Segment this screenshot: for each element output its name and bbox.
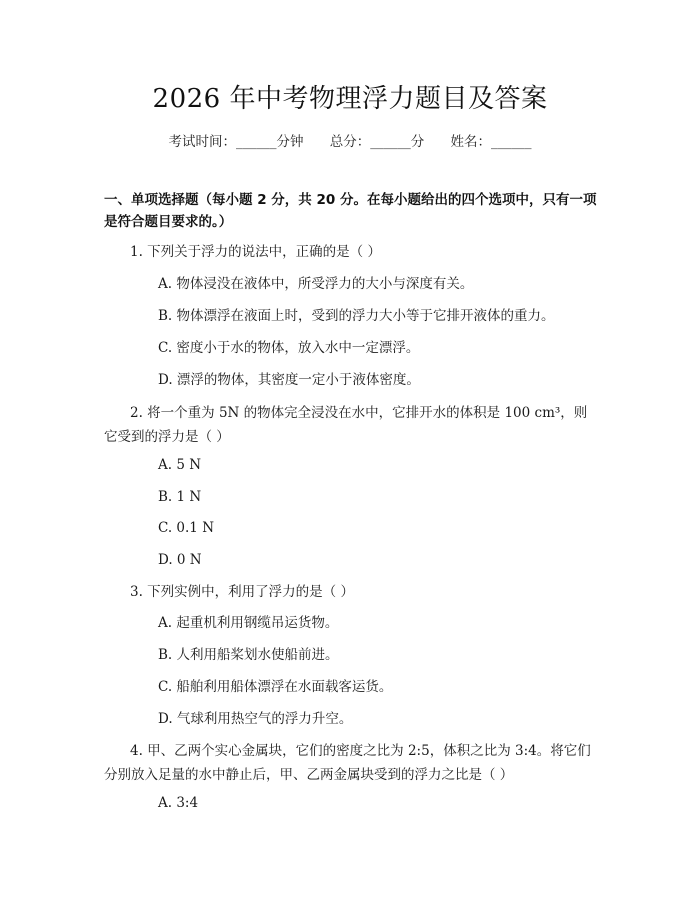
question-2-stem: 2. 将一个重为 5N 的物体完全浸没在水中，它排开水的体积是 100 cm³，则它受到的浮力是（ ） bbox=[104, 405, 588, 445]
question-3-option-c: C. 船舶利用船体漂浮在水面载客运货。 bbox=[158, 679, 393, 695]
question-2-option-c: C. 0.1 N bbox=[158, 520, 215, 536]
question-3-option-b: B. 人利用船桨划水使船前进。 bbox=[158, 647, 339, 663]
question-2-option-b: B. 1 N bbox=[158, 489, 202, 505]
question-2-option-d: D. 0 N bbox=[158, 552, 202, 568]
question-2-option-a: A. 5 N bbox=[158, 457, 202, 473]
question-1-option-c: C. 密度小于水的物体，放入水中一定漂浮。 bbox=[158, 340, 420, 356]
question-3-option-a: A. 起重机利用钢缆吊运货物。 bbox=[158, 615, 339, 631]
question-3-option-d: D. 气球利用热空气的浮力升空。 bbox=[158, 711, 353, 727]
exam-info-line bbox=[0, 132, 700, 152]
question-3-stem: 3. 下列实例中，利用了浮力的是（ ） bbox=[130, 584, 354, 600]
section-heading: 一、单项选择题（每小题 2 分，共 20 分。在每小题给出的四个选项中，只有一项是符合题目要求的。） bbox=[104, 192, 597, 230]
question-1-stem: 1. 下列关于浮力的说法中，正确的是（ ） bbox=[130, 244, 381, 260]
page-title: 2026 年中考物理浮力题目及答案 bbox=[152, 84, 548, 114]
total-score-field: 总分：______分 bbox=[329, 134, 425, 150]
question-1-option-a: A. 物体浸没在液体中，所受浮力的大小与深度有关。 bbox=[158, 276, 474, 292]
question-4-stem: 4. 甲、乙两个实心金属块，它们的密度之比为 2:5，体积之比为 3:4。将它们分别放入足量的水中静止后，甲、乙两金属块受到的浮力之比是（ ） bbox=[104, 743, 591, 783]
question-1-option-d: D. 漂浮的物体，其密度一定小于液体密度。 bbox=[158, 372, 420, 388]
question-1-option-b: B. 物体漂浮在液面上时，受到的浮力大小等于它排开液体的重力。 bbox=[158, 308, 555, 324]
question-4-option-a: A. 3:4 bbox=[158, 795, 199, 811]
exam-time-field: 考试时间：______分钟 bbox=[168, 134, 304, 150]
student-name-field: 姓名：______ bbox=[450, 134, 532, 150]
